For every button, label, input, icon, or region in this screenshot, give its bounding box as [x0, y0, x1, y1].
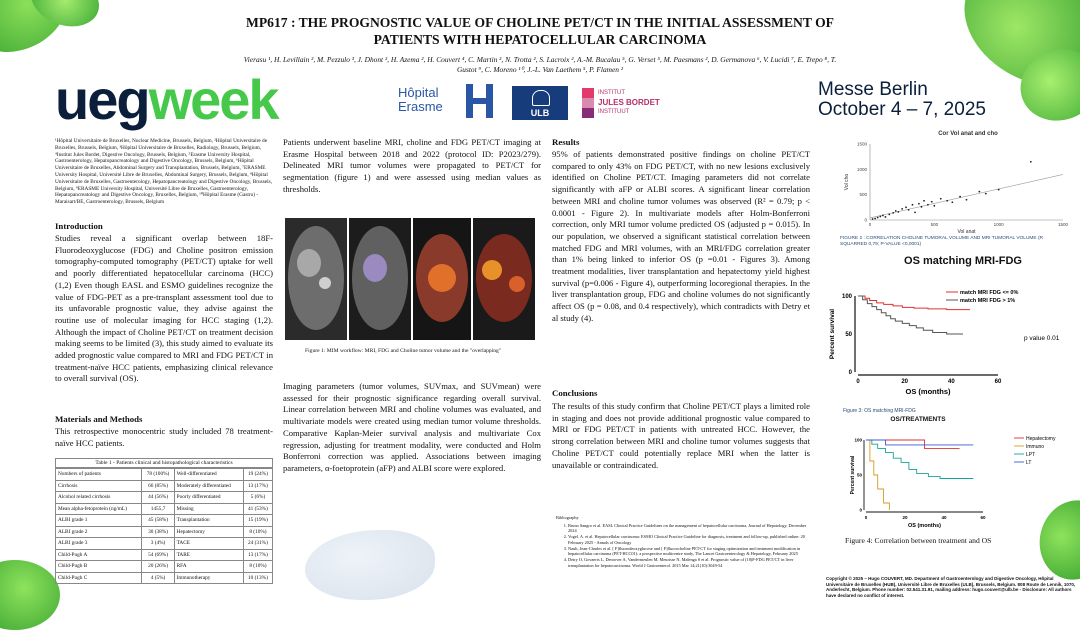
ulb-emblem-icon — [532, 90, 550, 106]
bordet-line2: JULES BORDET — [598, 98, 660, 107]
y-tick-label: 100 — [854, 437, 862, 443]
x-tick-label: 500 — [930, 222, 939, 227]
chart-title: OS matching MRI-FDG — [904, 255, 1022, 267]
methods-text-continued: Patients underwent baseline MRI, choline and FDG PET/CT imaging at Erasme Hospital between 2018 and 2022 (protocol ID: P2023/279). Delineated MRI tumor volumes were propagated to PET/CT for segmentation (figure 1) and were assessed using median values as thresholds. — [283, 137, 541, 194]
scatter-point — [914, 212, 916, 214]
bibliography-list — [556, 523, 808, 569]
table-row — [56, 538, 273, 550]
table-cell: 19 (24%) — [243, 469, 272, 481]
table-cell: 13 (17%) — [243, 480, 272, 492]
erasme-logo — [398, 84, 498, 122]
legend-label: match MRI FDG <= 0% — [960, 290, 1019, 296]
scatter-point — [921, 206, 923, 208]
table-row — [56, 561, 273, 573]
bordet-line1: INSTITUT — [598, 90, 625, 96]
p-value-annotation: p value 0.01 — [1024, 335, 1060, 342]
conclusions-heading: Conclusions — [552, 388, 598, 398]
table-cell: Child-Pugh B — [56, 561, 142, 573]
legend-label: Immuno — [1026, 443, 1045, 450]
scatter-point — [959, 196, 961, 198]
scatter-point — [885, 216, 887, 218]
table-cell: 8 (10%) — [243, 561, 272, 573]
figure-2-caption: FIGURE 2 : CORRELATION CHOLINE TUMORAL VOLUME AND MRI TUMORAL VOLUME (R SQUARRED 0,79; P-VALUE <0,0001) — [840, 236, 1044, 247]
scatter-point — [951, 201, 953, 203]
table-cell: Moderately differentiated — [174, 480, 243, 492]
scatter-point — [882, 215, 884, 217]
brand-part-2: week — [148, 68, 278, 131]
figure-3-km-chart — [818, 250, 1073, 405]
legend-label: LPT — [1026, 451, 1036, 458]
table-row — [56, 549, 273, 561]
methods-heading: Materials and Methods — [55, 414, 143, 424]
chart-title: OS/TREATMENTS — [890, 416, 946, 423]
table-cell: Poorly differentiated — [174, 492, 243, 504]
y-tick-label: 0 — [859, 507, 862, 513]
table-patient-characteristics — [55, 458, 273, 584]
scatter-point — [901, 208, 903, 210]
x-tick-label: 20 — [901, 379, 909, 385]
bibliography-item: 3. Nault, Jean-Charles et al. [ F]fluorodeoxyglucose and [ F]fluorocholine PET-CT for staging optimization and treatment modification in hepatocellular carcinoma (PET-HCC01): a prospective multicentre study, The Lancet Gastroenterology & Hepatology, February 2025 — [568, 546, 808, 557]
results-heading: Results — [552, 137, 580, 147]
scatter-point — [895, 210, 897, 212]
x-tick-label: 0 — [864, 515, 868, 520]
bibliography-item: 2. Vogel. A. et al. Hepatocellular carcinoma: ESMO Clinical Practice Guideline for diagnosis, treatment and follow-up, published online: 20 February 2025 - Annals of Oncology — [568, 534, 808, 545]
scatter-point — [892, 212, 894, 214]
table-cell: Immunotherapy — [174, 572, 243, 584]
ulb-logo-text: ULB — [530, 108, 550, 118]
table-row — [56, 572, 273, 584]
y-axis-label: Percent survival — [829, 308, 836, 360]
table-cell: Missing — [174, 503, 243, 515]
methods-text-imaging-parameters: Imaging parameters (tumor volumes, SUVmax, and SUVmean) were assessed for their prognostic significance regarding overall survival. Linear correlation between MRI and choline volumes was evaluated, and multivariate models were created using median tumor volume thresholds. Comparative Kaplan-Meier survival analysis and multivariate Cox regression, adjusting for treatment modality, were conducted and Holm Bonferroni correction was applied. Associations between imaging parameters, α-foetoprotein (aFP) and ALBI score were explored. — [283, 381, 541, 473]
scatter-point — [905, 206, 907, 208]
km-curve-2 — [866, 440, 973, 479]
bibliography-heading: Bibliography — [556, 515, 579, 520]
y-tick-label: 1500 — [856, 141, 867, 147]
table-row — [56, 469, 273, 481]
x-tick-label: 0 — [868, 222, 872, 227]
x-axis-label: OS (months) — [908, 523, 941, 529]
x-axis-label: OS (months) — [905, 387, 951, 396]
figure-4-caption: Figure 4: Correlation between treatment and OS — [845, 536, 992, 545]
figure-2-scatter-chart — [818, 128, 1073, 236]
bordet-line3: INSTITUUT — [598, 109, 630, 115]
venue-info — [818, 80, 986, 120]
table-row — [56, 503, 273, 515]
table-cell: ALBI grade 3 — [56, 538, 142, 550]
bibliography-item: 1. Bruno Sangro et al. EASL Clinical Practice Guidelines on the management of hepatocellular carcinoma, Journal of Hepatology, December 2024 — [568, 523, 808, 534]
table-row — [56, 515, 273, 527]
scatter-point — [923, 200, 925, 202]
y-tick-label: 1000 — [856, 166, 867, 172]
scatter-point — [888, 214, 890, 216]
x-tick-label: 1000 — [993, 222, 1004, 227]
table-cell: 15 (19%) — [243, 515, 272, 527]
km-curve-0 — [858, 296, 970, 310]
figure-4-km-chart — [818, 412, 1073, 530]
legend-label: match MRI FDG > 1% — [960, 298, 1016, 304]
erasme-logo-line1: Hôpital — [398, 85, 439, 100]
scatter-point — [912, 204, 914, 206]
table-cell: 4 (5%) — [142, 572, 174, 584]
table-cell: 78 (100%) — [142, 469, 174, 481]
affiliations: ¹Hôpital Universitaire de Bruxelles, Nuclear Medicine, Brussels, Belgium, ²Hôpital Universitaire de Bruxelles, Brussels, Belgium, ³Hôpital Universitaire de Bruxelles, Radiology, Brussels, Belgium, ⁴Institut Jules Bordet, Digestive Oncology, Brussels, Belgium, ⁵Erasme University Hospital, Gastroenterology, Hepatopancreatology and Digestive Oncology, Brussels, Belgium, ⁶Hôpital Universitaire de Bruxelles, Abdominal Surgery and Transplantation, Brussels, Belgium, ⁷ERASME University Hospital, Université Libre de Bruxelles, Abdominal Surgery, Brussels, Belgium, ⁸Hôpital Universitaire de Bruxelles, Gastroenterology, Hepatopancreatology and Digestive Oncology, Brussels, Belgium, ⁹ERASME University Hospital, Université Libre de Bruxelles, Gastroenterology, Hepatopancreatology and Digestive Oncology, Bruxelles, Belgium, ¹⁰Hôpital Erasme (Gastro) - Maraisart/BE, Gastroenterology, Brussels, Belgium — [55, 138, 273, 206]
table-cell: 45 (58%) — [142, 515, 174, 527]
table-cell: 1455,7 — [142, 503, 174, 515]
legend-label: LT — [1026, 459, 1032, 466]
ueg-week-logo — [55, 70, 278, 130]
table-cell: Well-differentiated — [174, 469, 243, 481]
table-cell: ALBI grade 1 — [56, 515, 142, 527]
table-cell: TARE — [174, 549, 243, 561]
table-cell: 8 (10%) — [243, 526, 272, 538]
scatter-point — [918, 203, 920, 205]
table-cell: Child-Pugh C — [56, 572, 142, 584]
scatter-point — [931, 201, 933, 203]
bordet-emblem-icon — [582, 88, 594, 118]
table-cell: RFA — [174, 561, 243, 573]
x-tick-label: 60 — [994, 379, 1002, 385]
y-tick-label: 0 — [864, 217, 867, 223]
intro-heading: Introduction — [55, 221, 103, 231]
figure-1-imaging — [285, 218, 535, 340]
poster-title: MP617 : THE PROGNOSTIC VALUE OF CHOLINE PET/CT IN THE INITIAL ASSESSMENT OF PATIENTS WITH HEPATOCELLULAR CARCINOMA — [246, 15, 834, 47]
legend-label: Hepatectomy — [1026, 435, 1056, 442]
table-row — [56, 480, 273, 492]
results-text: 95% of patients demonstrated positive findings on choline PET/CT compared to only 43% on FDG PET/CT, with no new lesions exclusively identified on Choline PET/CT. Imaging parameters did not correlate significantly with aFP or ALBI scores. A significant linear correlation between MRI and choline tumor volumes was observed (R² = 0.79; p < 0.0001 - Figure 2). In multivariate models after Holm-Bonferroni correction, only MRI tumor volume predicted OS (adjusted p = 0.015). In our population, we observed a significant statistical correlation between matched FDG and MRI volumes, with an MRI/FDG correlation greater than 1% being linked to inferior OS (p =0.01 - Figures 3). Among treatment modalities, liver transplantation and hepatectomy yield highest survival (p=0.006 - Figure 4), outperforming locoregional therapies. In the liver transplantation group, FDG and choline volumes do not significantly affect OS (p = 0.08, and 0.4 respectively), which contradicts with Detry et al study (4). — [552, 149, 810, 323]
table-cell: Numbers of patients — [56, 469, 142, 481]
brand-part-1: ueg — [55, 68, 149, 131]
y-axis-label: Percent survival — [850, 455, 856, 495]
scatter-point — [879, 216, 881, 218]
scatter-point — [874, 218, 876, 220]
x-tick-label: 1500 — [1057, 222, 1069, 227]
figure-3-caption: Figure 3: OS matching MRI-FDG — [843, 408, 916, 414]
y-tick-label: 500 — [859, 192, 867, 198]
table-cell: 24 (31%) — [243, 538, 272, 550]
ulb-logo — [512, 86, 568, 120]
table-cell: 20 (26%) — [142, 561, 174, 573]
table-cell: Alcohol related cirrhosis — [56, 492, 142, 504]
scatter-point — [946, 200, 948, 202]
scatter-point — [1030, 161, 1032, 163]
x-tick-label: 20 — [902, 515, 908, 520]
x-tick-label: 40 — [941, 515, 947, 520]
table-cell: Hepatectomy — [174, 526, 243, 538]
scatter-point — [978, 191, 980, 193]
table-cell: Child-Pugh A — [56, 549, 142, 561]
x-axis-label: Vol anat — [957, 229, 976, 235]
y-tick-label: 50 — [856, 472, 862, 478]
figure-1-caption: Figure 1: MIM workflow: MRI, FDG and Choline tumor volume and the "overlapping" — [305, 348, 502, 354]
table-cell: Cirrhosis — [56, 480, 142, 492]
scatter-point — [897, 211, 899, 213]
scatter-point — [927, 204, 929, 206]
table-cell: 54 (69%) — [142, 549, 174, 561]
x-tick-label: 40 — [947, 379, 955, 385]
scatter-point — [998, 189, 1000, 191]
conclusions-text: The results of this study confirm that Choline PET/CT plays a limited role in staging and does not provide additional prognostic value compared to MRI or FDG PET/CT in patients with untreated HCC. However, the strong correlation between MRI and choline tumor volumes suggests that Choline PET/CT could potentially replace MRI when the latter is unavailable or contraindicated. — [552, 401, 810, 470]
bibliography-item: 4. Detry O, Govaerts L, Deroover A, Vandermeulen M, Meurisse N, Malenga S et al. Prognostic value of (18)F-FDG PET/CT in liver transplantation for hepatocarcinoma. World J Gastroenterol. 2015 Mar 14;21(10):3049-54 — [568, 557, 808, 568]
scatter-point — [908, 209, 910, 211]
copyright-notice: Copyright © 2025 – Hugo COUVERT, MD. Department of Gastroenterology and Digestive Oncology, Hôpital Universitaire de Bruxelles (HUB), Université Libre de Bruxelles (ULB), Brussels, Belgium. 808 Route de Lennik, 1070, Anderlecht, Belgium. Phone number: 02.541.31.91, mailing address: hugo.couvert@ulb.be - Disclosure: All authors have declared no conflict of interest. — [826, 576, 1076, 598]
characteristics-table — [55, 468, 273, 584]
venue-dates: October 4 – 7, 2025 — [818, 99, 986, 120]
table-cell: 13 (17%) — [243, 549, 272, 561]
km-curve-0 — [866, 440, 960, 448]
leaf-decoration-bottom-left — [0, 560, 60, 630]
km-curve-1 — [858, 296, 963, 334]
y-axis-label: Vol cho — [844, 173, 850, 191]
intro-text: Studies reveal a significant overlap between 18F-Fluorodeoxyglucose (FDG) and Choline positron emission tomography-computed tomography (PET/CT) uptake for well and poorly differentiated hepatocellular carcinoma (HCC) (1,2) Even though EASL and ESMO guidelines recognize the value of FDG-PET as a pre-transplant assessment tool due to its unfavorable prognostic value, they advise against the routine use of molecular imaging for HCC staging (1,2). Although the impact of Choline PET/CT on treatment decision making seems to be limited (3), this study aimed to evaluate its added prognostic value compared to MRI and FDG PET/CT in treatment-naïve HCC patients, emphasizing clinical relevance to overall survival (OS). — [55, 233, 273, 384]
table-cell: ALBI grade 2 — [56, 526, 142, 538]
scatter-point — [872, 218, 874, 220]
table-cell: 5 (6%) — [243, 492, 272, 504]
table-cell: 3 (4%) — [142, 538, 174, 550]
table-cell: 30 (38%) — [142, 526, 174, 538]
methods-text: This retrospective monocentric study included 78 treatment-naïve HCC patients. — [55, 426, 273, 448]
scatter-point — [933, 205, 935, 207]
table-cell: Transplantation — [174, 515, 243, 527]
scatter-point — [985, 193, 987, 195]
table-cell: 10 (13%) — [243, 572, 272, 584]
erasme-h-icon — [466, 84, 494, 118]
scatter-point — [940, 198, 942, 200]
chart-title: Cor Vol anat and cho — [938, 131, 998, 137]
table-cell: Mean alpha-fetoprotein (ng/mL) — [56, 503, 142, 515]
jules-bordet-logo — [582, 88, 682, 122]
table-caption: Table 1 - Patients clinical and histopathological characteristics — [55, 458, 273, 468]
y-tick-label: 50 — [845, 332, 852, 338]
y-tick-label: 100 — [841, 294, 852, 300]
table-row — [56, 526, 273, 538]
table-cell: 66 (85%) — [142, 480, 174, 492]
km-curve-3 — [866, 440, 973, 445]
liver-illustration — [305, 530, 435, 600]
venue-location: Messe Berlin — [818, 79, 928, 100]
x-tick-label: 60 — [980, 515, 986, 520]
scatter-point — [877, 217, 879, 219]
author-list: Vierasu ¹, H. Levillain ², M. Pezzulo ³, J. Dhont ², H. Azema ², H. Couvert ⁴, C. Martin ², N. Trotta ², S. Lacroix ², A.-M. Bucalau ⁵, G. Verset ⁵, M. Paesmans ², D. Germanova ⁶, V. Lucidi ⁷, E. Trepo ⁸, T. Gustot ⁹, C. Moreno ¹⁰, J.-L. Van Laethem ⁵, P. Flamen ² — [243, 55, 837, 74]
bibliography — [556, 515, 808, 568]
table-cell: TACE — [174, 538, 243, 550]
x-tick-label: 0 — [856, 379, 860, 385]
table-cell: 44 (56%) — [142, 492, 174, 504]
scatter-point — [966, 199, 968, 201]
y-tick-label: 0 — [848, 370, 852, 376]
table-row — [56, 492, 273, 504]
table-cell: 41 (53%) — [243, 503, 272, 515]
erasme-logo-line2: Erasme — [398, 99, 443, 114]
